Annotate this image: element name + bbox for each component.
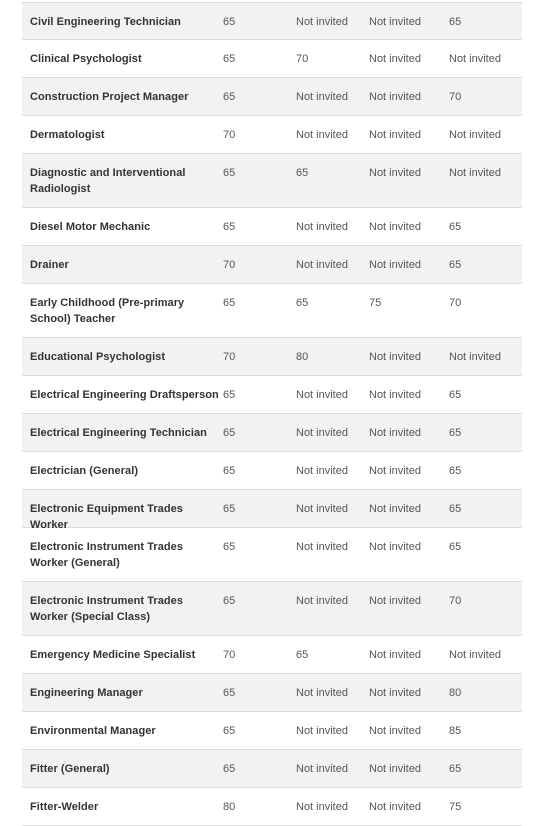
score-cell: Not invited — [369, 801, 421, 813]
score-cell: 70 — [223, 259, 236, 271]
table-row — [22, 116, 522, 154]
table-row — [22, 674, 522, 712]
occupation-name: Engineering Manager — [30, 687, 143, 699]
table-row — [22, 284, 522, 338]
score-cell: 65 — [449, 221, 462, 233]
score-cell: 70 — [449, 297, 462, 309]
score-cell: Not invited — [296, 541, 348, 553]
table-row — [22, 414, 522, 452]
score-cell: 75 — [449, 801, 462, 813]
score-cell: Not invited — [296, 129, 348, 141]
score-cell: 65 — [223, 389, 236, 401]
table-row — [22, 376, 522, 414]
table-row — [22, 788, 522, 826]
score-cell: Not invited — [296, 427, 348, 439]
occupation-name: Fitter-Welder — [30, 801, 99, 813]
score-cell: Not invited — [369, 503, 421, 515]
occupation-name: Educational Psychologist — [30, 351, 166, 363]
score-cell: Not invited — [369, 16, 421, 28]
table-row — [22, 452, 522, 490]
score-cell: 65 — [223, 595, 236, 607]
table-row — [22, 78, 522, 116]
score-cell: Not invited — [296, 465, 348, 477]
score-cell: Not invited — [369, 259, 421, 271]
score-cell: Not invited — [369, 389, 421, 401]
score-cell: Not invited — [296, 801, 348, 813]
score-cell: 70 — [449, 91, 462, 103]
score-cell: 65 — [223, 465, 236, 477]
score-cell: Not invited — [296, 389, 348, 401]
occupation-name: Emergency Medicine Specialist — [30, 649, 196, 661]
score-cell: Not invited — [449, 53, 501, 65]
score-cell: 70 — [223, 129, 236, 141]
table-row — [22, 208, 522, 246]
table-row — [22, 338, 522, 376]
table-row — [22, 750, 522, 788]
score-cell: Not invited — [369, 649, 421, 661]
score-cell: 65 — [296, 167, 309, 179]
score-cell: Not invited — [369, 687, 421, 699]
score-cell: Not invited — [369, 53, 421, 65]
score-cell: 65 — [449, 763, 462, 775]
table-row — [22, 154, 522, 208]
score-cell: Not invited — [369, 167, 421, 179]
score-cell: 65 — [223, 53, 236, 65]
score-cell: 65 — [223, 221, 236, 233]
table-row — [22, 246, 522, 284]
score-cell: Not invited — [369, 427, 421, 439]
score-cell: 65 — [223, 297, 236, 309]
score-cell: 65 — [223, 167, 236, 179]
score-cell: Not invited — [296, 16, 348, 28]
occupation-name: Dermatologist — [30, 129, 105, 141]
score-cell: 80 — [296, 351, 309, 363]
score-cell: 65 — [223, 763, 236, 775]
occupation-name: Electronic Instrument Trades Worker (General) — [30, 541, 183, 569]
score-cell: Not invited — [296, 91, 348, 103]
score-cell: 80 — [223, 801, 236, 813]
score-cell: Not invited — [449, 351, 501, 363]
table-row — [22, 2, 522, 40]
occupation-name: Diagnostic and Interventional Radiologist — [30, 167, 186, 195]
occupation-name: Electronic Instrument Trades Worker (Special Class) — [30, 595, 183, 623]
score-cell: Not invited — [369, 221, 421, 233]
score-cell: 85 — [449, 725, 462, 737]
occupation-name: Electrical Engineering Draftsperson — [30, 389, 219, 401]
score-cell: Not invited — [369, 763, 421, 775]
score-cell: 65 — [223, 91, 236, 103]
occupation-name: Drainer — [30, 259, 69, 271]
score-cell: Not invited — [369, 541, 421, 553]
occupation-name: Construction Project Manager — [30, 91, 189, 103]
occupation-name: Environmental Manager — [30, 725, 156, 737]
score-cell: 65 — [296, 649, 309, 661]
score-cell: 65 — [223, 725, 236, 737]
occupation-name: Electrician (General) — [30, 465, 139, 477]
table-row — [22, 528, 522, 582]
score-cell: 65 — [223, 503, 236, 515]
occupation-name: Civil Engineering Technician — [30, 16, 181, 28]
score-cell: Not invited — [369, 725, 421, 737]
score-cell: 80 — [449, 687, 462, 699]
score-cell: Not invited — [449, 167, 501, 179]
score-cell: 65 — [296, 297, 309, 309]
occupation-name: Electrical Engineering Technician — [30, 427, 207, 439]
score-cell: Not invited — [369, 465, 421, 477]
score-cell: 65 — [449, 541, 462, 553]
score-cell: Not invited — [296, 687, 348, 699]
score-cell: 65 — [449, 16, 462, 28]
table-row — [22, 490, 522, 531]
score-cell: 65 — [223, 541, 236, 553]
score-cell: Not invited — [449, 129, 501, 141]
score-cell: 70 — [223, 649, 236, 661]
score-cell: Not invited — [296, 763, 348, 775]
score-cell: 65 — [223, 687, 236, 699]
score-cell: Not invited — [296, 503, 348, 515]
score-cell: 65 — [449, 259, 462, 271]
occupation-name: Diesel Motor Mechanic — [30, 221, 151, 233]
occupation-table — [22, 2, 522, 826]
table-row — [22, 712, 522, 750]
score-cell: Not invited — [369, 595, 421, 607]
score-cell: 65 — [449, 427, 462, 439]
score-cell: 65 — [223, 16, 236, 28]
score-cell: Not invited — [449, 649, 501, 661]
score-cell: 75 — [369, 297, 382, 309]
score-cell: Not invited — [296, 259, 348, 271]
score-cell: 70 — [296, 53, 309, 65]
occupation-name: Early Childhood (Pre-primary School) Teacher — [30, 297, 185, 325]
score-cell: Not invited — [296, 221, 348, 233]
occupation-name: Fitter (General) — [30, 763, 110, 775]
score-cell: 65 — [449, 389, 462, 401]
table-row — [22, 636, 522, 674]
table-row — [22, 582, 522, 636]
score-cell: Not invited — [296, 595, 348, 607]
score-cell: 70 — [223, 351, 236, 363]
score-cell: Not invited — [369, 351, 421, 363]
table-row — [22, 40, 522, 78]
score-cell: 65 — [223, 427, 236, 439]
score-cell: Not invited — [369, 91, 421, 103]
score-cell: 65 — [449, 503, 462, 515]
score-cell: 65 — [449, 465, 462, 477]
score-cell: Not invited — [296, 725, 348, 737]
score-cell: 70 — [449, 595, 462, 607]
score-cell: Not invited — [369, 129, 421, 141]
occupation-name: Electronic Equipment Trades Worker — [30, 503, 183, 531]
occupation-name: Clinical Psychologist — [30, 53, 142, 65]
